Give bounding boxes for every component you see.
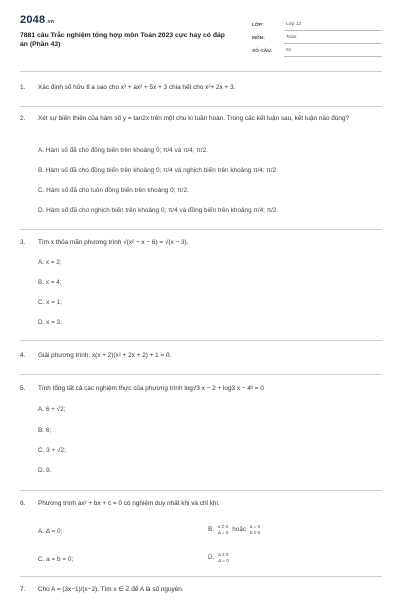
question-7 (20, 586, 382, 594)
answer-option-a[interactable]: A. Hàm số đã cho đồng biến trên khoảng 0; π/4 và π/4; π/2. (38, 147, 208, 154)
question-number: 4. (20, 352, 26, 359)
question-text: Tìm x thỏa mãn phương trình √(x² − x − 6) = √(x − 3). (38, 239, 189, 246)
divider (20, 71, 382, 72)
answer-option-b[interactable]: B. Hàm số đã cho đồng biến trên khoảng 0; π/4 và nghịch biến trên khoảng π/4; π/2 (38, 167, 277, 174)
meta-subject-row (252, 31, 382, 44)
meta-value: 51 (284, 48, 382, 57)
question-text: Tính tổng tất cả các nghiệm thực của phương trình log√3 x − 2 + log3 x − 4² = 0 (38, 385, 264, 392)
question-text: Phương trình ax² + bx + c = 0 có nghiệm duy nhất khi và chỉ khi: (38, 500, 220, 507)
answer-option-b[interactable]: B. x = 4; (38, 279, 62, 286)
condition-system: a ≠ 0 Δ = 0 (218, 552, 229, 563)
answer-option-c[interactable]: C. 3 + √2; (38, 447, 66, 454)
document-header (20, 14, 382, 66)
option-label: B. (208, 526, 215, 534)
divider (20, 229, 382, 230)
question-number: 1. (20, 84, 26, 91)
meta-label: MÔN: (252, 36, 265, 42)
option-label: D. (208, 554, 215, 562)
question-text: Cho A = (3x−1)/(x−2). Tìm x ∈ Z để A là số nguyên. (38, 586, 184, 593)
answer-option-c[interactable]: C. a = b = 0; (38, 556, 74, 563)
question-4 (20, 352, 382, 360)
meta-value: Toán (284, 35, 382, 44)
document-meta (252, 18, 382, 57)
question-5 (20, 385, 382, 485)
divider (20, 576, 382, 577)
answer-option-c[interactable]: C. Hàm số đã cho luôn đồng biến trên khoảng 0; π/2. (38, 187, 189, 194)
meta-label: SỐ CÂU: (252, 49, 273, 55)
answer-option-d[interactable]: D. x = 3. (38, 319, 62, 326)
question-3 (20, 239, 382, 334)
question-number: 6. (20, 500, 26, 507)
divider (20, 490, 382, 491)
question-2 (20, 115, 382, 225)
question-number: 5. (20, 385, 26, 392)
question-text: Giải phương trình: x(x + 2)(x² + 2x + 2) + 1 = 0. (38, 352, 172, 359)
answer-option-d[interactable]: D. Hàm số đã cho nghịch biến trên khoảng 0; π/4 và đồng biến trên khoảng π/4; π/2 (38, 207, 277, 214)
meta-label: LỚP: (252, 23, 264, 29)
answer-option-d[interactable] (208, 552, 231, 563)
question-1 (20, 84, 382, 92)
site-logo[interactable]: 2048.vn (20, 14, 55, 26)
answer-option-a[interactable]: A. Δ = 0; (38, 528, 63, 535)
meta-count-row (252, 44, 382, 57)
divider (20, 340, 382, 341)
meta-value: Lớp 12 (284, 22, 382, 31)
question-number: 2. (20, 115, 26, 122)
or-text: hoặc (232, 526, 247, 534)
question-number: 3. (20, 239, 26, 246)
document-title: 7881 câu Trắc nghiệm tổng hợp môn Toán 2023 cực hay có đáp án (Phần 43) (20, 32, 225, 49)
answer-option-a[interactable]: A. 6 + √2; (38, 406, 66, 413)
answer-option-d[interactable]: D. 9. (38, 467, 52, 474)
divider (20, 106, 382, 107)
condition-system: a ≠ 0 Δ = 0 (217, 524, 229, 535)
question-6 (20, 500, 382, 570)
question-text: Xác định số hữu tỉ a sao cho x³ + ax² + 5x + 3 chia hết cho x²+ 2x + 3. (38, 84, 236, 91)
divider (20, 374, 382, 375)
answer-option-b[interactable] (208, 524, 262, 535)
answer-option-a[interactable]: A. x = 2; (38, 259, 62, 266)
condition-system: a = 0 b ≠ 0 (249, 524, 261, 535)
question-text: Xét sự biến thiên của hàm số y = tan2x trên một chu kì tuần hoàn. Trong các kết luận sau, kết luận nào đúng? (38, 115, 350, 122)
question-number: 7. (20, 586, 26, 593)
answer-option-b[interactable]: B. 6; (38, 427, 52, 434)
answer-option-c[interactable]: C. x = 1; (38, 299, 62, 306)
meta-class-row (252, 18, 382, 31)
